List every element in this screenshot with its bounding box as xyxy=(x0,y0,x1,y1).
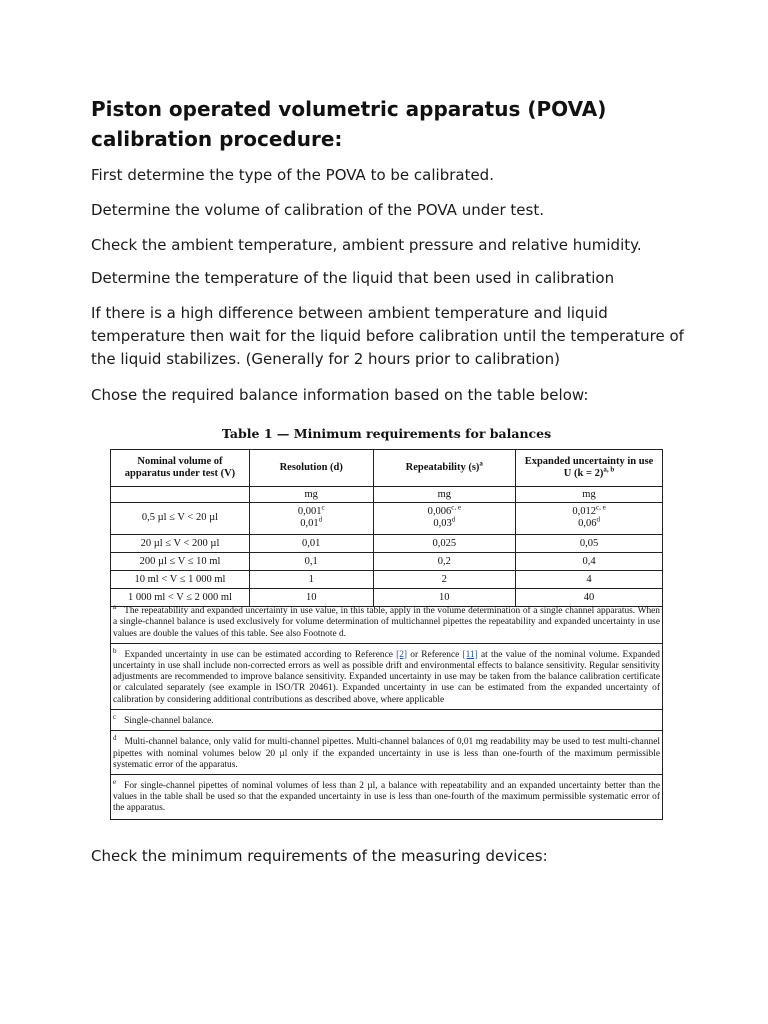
table-row xyxy=(111,534,662,552)
footnote-mark: c xyxy=(113,712,117,721)
units-empty-cell xyxy=(111,486,249,502)
cell-uncertainty: 4 xyxy=(516,570,662,588)
cell-repeatability: 10 xyxy=(373,588,516,606)
footnote-c xyxy=(111,709,662,730)
footnote-mark: a xyxy=(113,603,117,611)
paragraph-6: Chose the required balance information based on the table below: xyxy=(91,386,589,404)
cell-volume: 10 ml < V ≤ 1 000 ml xyxy=(111,570,249,588)
header-nominal-volume: Nominal volume of apparatus under test (V) xyxy=(111,450,249,486)
cell-repeatability: 0,006$^{c, e}$ 0,03$^d$ xyxy=(373,502,516,534)
footnote-text: The repeatability and expanded uncertainty in use value, in this table, apply in the volume determination of a single channel apparatus. When a single-channel balance is used exclusively for volume determination of multichannel pipettes the repeatability and expanded uncertainty in use values are double the values of this table. See also Footnote d. xyxy=(113,606,660,639)
footnote-mark: b xyxy=(113,646,117,655)
reference-link-11[interactable]: [11] xyxy=(462,649,478,660)
table-row xyxy=(111,552,662,570)
table-header-row xyxy=(111,450,662,486)
footnote-b: $^b$ Expanded uncertainty in use can be estimated according to Reference [2] or Reference [11] at the value of the nominal volume. Expanded uncertainty in use shall include non-corrected errors as well as possible drift and environmental effects to balance sensitivity. Regular sensitivity adjustments are recommended to improve balance sensitivity. Expanded uncertainty in use may be taken from the balance calibration certificate or calculated separately (see example in ISO/TR 20461). Expanded uncertainty in use can be estimated from the expanded uncertainty of calibration by considering additional contributions as described above, where applicable xyxy=(111,643,662,709)
cell-resolution: 1 xyxy=(249,570,373,588)
cell-resolution: 0,01 xyxy=(249,534,373,552)
footnote-d xyxy=(111,730,662,774)
table-units-row xyxy=(111,486,662,502)
unit-resolution: mg xyxy=(249,486,373,502)
cell-uncertainty: 0,012$^{c, e}$ 0,06$^d$ xyxy=(516,502,662,534)
closing-paragraph: Check the minimum requirements of the measuring devices: xyxy=(91,847,548,865)
footnote-a xyxy=(111,600,662,643)
cell-uncertainty: 40 xyxy=(516,588,662,606)
reference-link-2[interactable]: [2] xyxy=(396,649,408,660)
cell-resolution: 0,1 xyxy=(249,552,373,570)
table-footnotes xyxy=(111,600,662,818)
header-resolution: Resolution (d) xyxy=(249,450,373,486)
header-expanded-uncertainty: Expanded uncertainty in use U (k = 2)$^{a, b}$ xyxy=(516,450,662,486)
footnote-e xyxy=(111,774,662,818)
cell-repeatability: 2 xyxy=(373,570,516,588)
unit-repeatability: mg xyxy=(373,486,516,502)
footnote-text: Multi-channel balance, only valid for multi-channel pipettes. Multi-channel balances of 0,01 mg readability may be used to test multi-channel pipettes with nominal volumes below 20 µl only if the expanded uncertainty in use is less than one-fourth of the maximum permissible systematic error of the apparatus. xyxy=(113,737,660,770)
paragraph-2: Determine the volume of calibration of the POVA under test. xyxy=(91,201,544,219)
cell-uncertainty: 0,4 xyxy=(516,552,662,570)
cell-volume: 20 µl ≤ V < 200 µl xyxy=(111,534,249,552)
cell-repeatability: 0,025 xyxy=(373,534,516,552)
cell-repeatability: 0,2 xyxy=(373,552,516,570)
footnote-text: Single-channel balance. xyxy=(124,716,214,726)
paragraph-3: Check the ambient temperature, ambient pressure and relative humidity. xyxy=(91,236,642,254)
table-row xyxy=(111,502,662,534)
cell-volume: 1 000 ml < V ≤ 2 000 ml xyxy=(111,588,249,606)
footnote-mark: e xyxy=(113,777,117,786)
cell-volume: 200 µl ≤ V ≤ 10 ml xyxy=(111,552,249,570)
cell-resolution: 0,001$^c$ 0,01$^d$ xyxy=(249,502,373,534)
footnote-text: For single-channel pipettes of nominal volumes of less than 2 µl, a balance with repeatability and an expanded uncertainty better than the values in the table shall be used so that the expanded uncertainty in use is less than one-fourth of the maximum permissible systematic error of the apparatus. xyxy=(113,781,660,814)
requirements-table-grid xyxy=(111,450,662,607)
paragraph-5: If there is a high difference between ambient temperature and liquid temperature then wait for the liquid before calibration until the temperature of the liquid stabilizes. (Generally for 2 hours prior to calibration) xyxy=(91,304,684,368)
cell-resolution: 10 xyxy=(249,588,373,606)
table-caption: Table 1 — Minimum requirements for balances xyxy=(221,426,552,441)
footnote-mark: d xyxy=(113,734,117,743)
page-title: Piston operated volumetric apparatus (POVA) calibration procedure: xyxy=(91,97,607,151)
cell-uncertainty: 0,05 xyxy=(516,534,662,552)
header-repeatability: Repeatability $(s)^a$ xyxy=(373,450,516,486)
paragraph-4: Determine the temperature of the liquid that been used in calibration xyxy=(91,269,615,287)
table-row xyxy=(111,570,662,588)
unit-uncertainty: mg xyxy=(516,486,662,502)
paragraph-1: First determine the type of the POVA to be calibrated. xyxy=(91,166,494,184)
cell-volume: 0,5 µl ≤ V < 20 µl xyxy=(111,502,249,534)
